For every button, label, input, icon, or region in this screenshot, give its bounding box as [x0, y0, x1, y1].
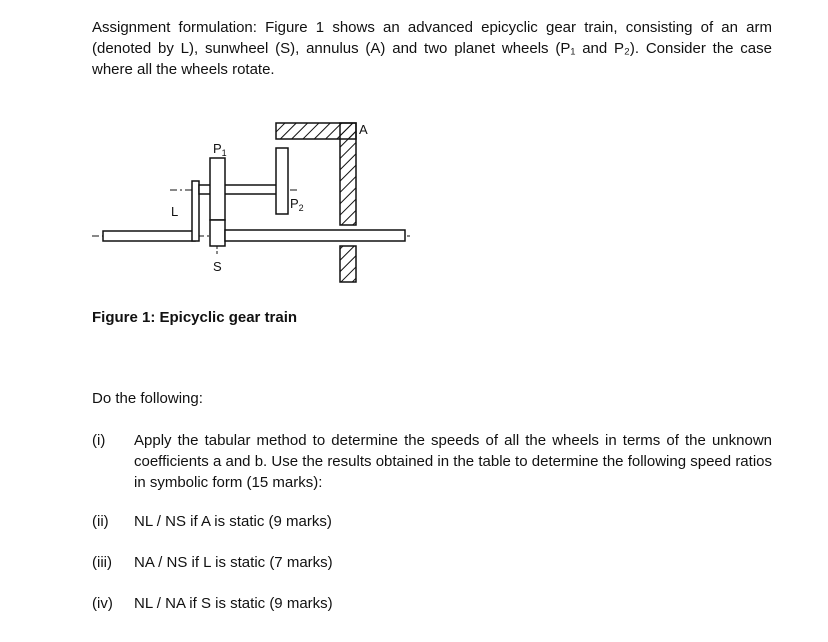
label-arm: L [171, 204, 179, 219]
label-planet2: $P_2$ [290, 196, 304, 213]
task-text: NA / NS if L is static (7 marks) [134, 554, 333, 571]
task-text: Apply the tabular method to determine the speeds of all the wheels in terms of the unknown coefficients a and b. Use the results obtained in the table to determine the following speed ratios in symbolic form (15 marks): [134, 432, 772, 491]
task-number: (ii) [92, 513, 109, 530]
label-annulus: A [359, 122, 368, 137]
figure-caption: Figure 1: Epicyclic gear train [92, 309, 298, 326]
task-number: (iv) [92, 595, 113, 612]
sun-shaft [225, 230, 405, 241]
annulus-bottom [340, 246, 356, 282]
arm-shaft [103, 231, 195, 241]
label-sun: S [213, 259, 222, 274]
task-text: NL / NS if A is static (9 marks) [134, 513, 332, 530]
task-lead: Do the following: [92, 390, 203, 407]
task-number: (i) [92, 432, 106, 449]
annulus-wall [340, 123, 356, 225]
arm-upright [192, 181, 199, 241]
planet2-wheel [276, 148, 288, 214]
intro-paragraph: Assignment formulation: Figure 1 shows an advanced epicyclic gear train, consisting of an arm (denoted by L), sunwheel (S), annulus (A) and two planet wheels (P₁ and P₂). Consider the case where all the wheels rotate. [92, 19, 772, 78]
sun-wheel [210, 220, 225, 246]
planet1-wheel [210, 158, 225, 220]
label-planet1: $P_1$ [213, 141, 227, 158]
task-number: (iii) [92, 554, 112, 571]
task-text: NL / NA if S is static (9 marks) [134, 595, 333, 612]
